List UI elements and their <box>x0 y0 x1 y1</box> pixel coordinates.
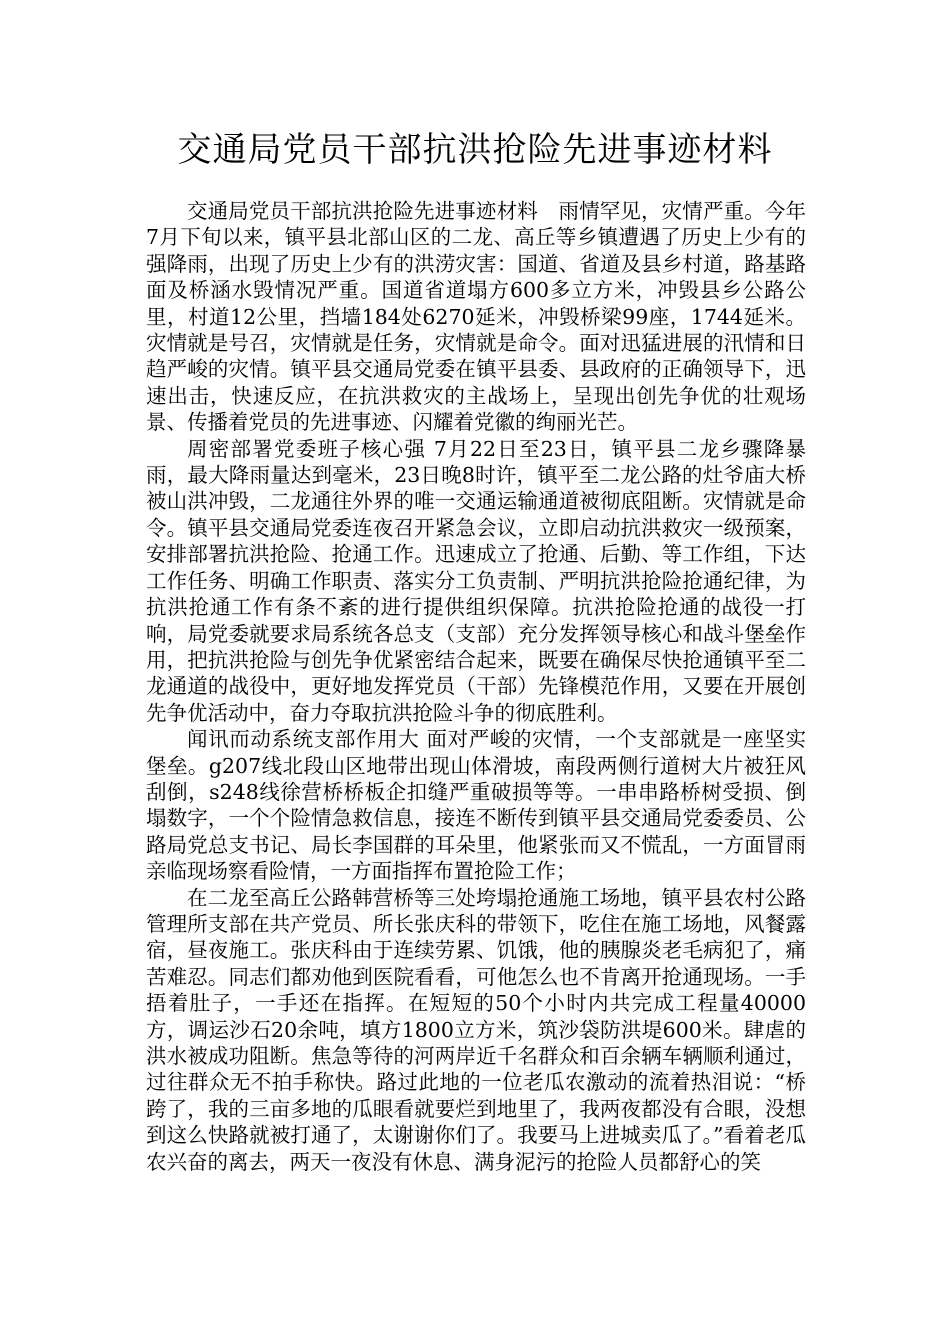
document-title: 交通局党员干部抗洪抢险先进事迹材料 <box>177 130 773 170</box>
paragraph-branch-role: 闻讯而动系统支部作用大 面对严峻的灾情，一个支部就是一座坚实堡垒。g207线北段山区地带出现山体滑坡，南段两侧行道树大片被狂风刮倒，s248线徐营桥桥板企扣缝严重破损等等。一串串路桥树受损、倒塌数字，一个个险情急救信息，接连不断传到镇平县交通局党委委员、公路局党总支书记、局长李国群的耳朵里，他紧张而又不慌乱，一方面冒雨亲临现场察看险情，一方面指挥布置抢险工作； <box>146 727 806 884</box>
document-body <box>146 198 806 1175</box>
paragraph-construction-site: 在二龙至高丘公路韩营桥等三处垮塌抢通施工场地，镇平县农村公路管理所支部在共产党员、所长张庆科的带领下，吃住在施工场地，风餐露宿，昼夜施工。张庆科由于连续劳累、饥饿，他的胰腺炎老毛病犯了，痛苦难忍。同志们都劝他到医院看看，可他怎么也不肯离开抢通现场。一手捂着肚子，一手还在指挥。在短短的50个小时内共完成工程量40000方，调运沙石20余吨，填方1800立方米，筑沙袋防洪堤600米。肆虐的洪水被成功阻断。焦急等待的河两岸近千名群众和百余辆车辆顺利通过，过往群众无不拍手称快。路过此地的一位老瓜农激动的流着热泪说：“桥跨了，我的三亩多地的瓜眼看就要烂到地里了，我两夜都没有合眼，没想到这么快路就被打通了，太谢谢你们了。我要马上进城卖瓜了。”看着老瓜农兴奋的离去，两天一夜没有休息、满身泥污的抢险人员都舒心的笑 <box>146 885 806 1174</box>
paragraph-intro: 交通局党员干部抗洪抢险先进事迹材料 雨情罕见，灾情严重。今年7月下旬以来，镇平县北部山区的二龙、高丘等乡镇遭遇了历史上少有的强降雨，出现了历史上少有的洪涝灾害：国道、省道及县乡村道，路基路面及桥涵水毁情况严重。国道省道塌方600多立方米，冲毁县乡公路公里，村道12公里，挡墙184处6270延米，冲毁桥梁99座，1744延米。灾情就是号召，灾情就是任务，灾情就是命令。面对迅猛进展的汛情和日趋严峻的灾情。镇平县交通局党委在镇平县委、县政府的正确领导下，迅速出击，快速反应，在抗洪救灾的主战场上，呈现出创先争优的壮观场景、传播着党员的先进事迹、闪耀着党徽的绚丽光芒。 <box>146 199 806 435</box>
paragraph-deployment: 周密部署党委班子核心强 7月22日至23日，镇平县二龙乡骤降暴雨，最大降雨量达到毫米，23日晚8时许，镇平至二龙公路的灶爷庙大桥被山洪冲毁，二龙通往外界的唯一交通运输通道被彻底阻断。灾情就是命令。镇平县交通局党委连夜召开紧急会议，立即启动抗洪救灾一级预案，安排部署抗洪抢险、抢通工作。迅速成立了抢通、后勤、等工作组，下达工作任务、明确工作职责、落实分工负责制、严明抗洪抢险抢通纪律，为抗洪抢通工作有条不紊的进行提供组织保障。抗洪抢险抢通的战役一打响，局党委就要求局系统各总支（支部）充分发挥领导核心和战斗堡垒作用，把抗洪抢险与创先争优紧密结合起来，既要在确保尽快抢通镇平至二龙通道的战役中，更好地发挥党员（干部）先锋模范作用，又要在开展创先争优活动中，奋力夺取抗洪抢险斗争的彻底胜利。 <box>146 436 806 725</box>
